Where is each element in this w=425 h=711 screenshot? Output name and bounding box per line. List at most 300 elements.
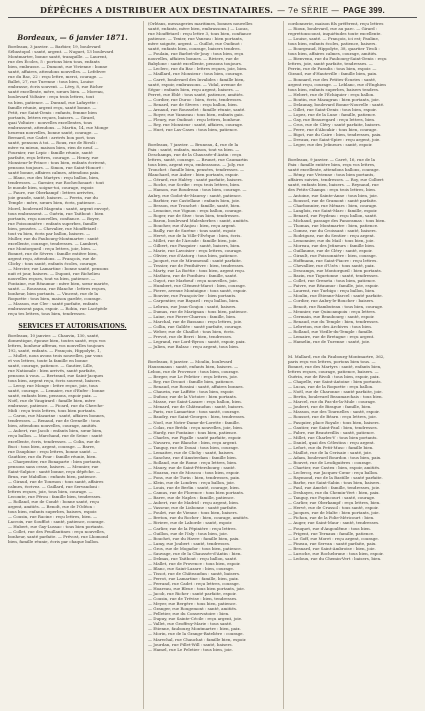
text-line: — Fabre, rue Beautreillis : santé, patience. — [288, 429, 376, 435]
text-line: bien, attendons nouvelles, courage, amitiés. — [8, 423, 98, 429]
page-header — [8, 4, 417, 16]
text-line — [148, 132, 277, 142]
text-line: — Marcel, rue du Pas-de-la-Mule : courage. — [288, 399, 377, 405]
text-line: tous bien, argent reçu, embrassons. — Joly, rue — [148, 162, 244, 168]
text-line: — Barre, rue de Naples : famille, patience. — [148, 495, 235, 501]
text-line: le monde bien, soigne-toi, courage, espoir. — [8, 185, 95, 191]
text-line: — Lemaitre, rue de Clichy : santé, baisers. — [148, 449, 235, 455]
text-line: — Hamon, rue Boudreau : tous bien, courage. — — [148, 187, 247, 193]
text-line: — Leger, rue des Jeûneurs : santé, espoir. — [288, 142, 373, 148]
text-line: rue des Écoles, 5 : portons bien tous, enfants — [8, 59, 100, 65]
text-line: — Hardy, rue Fontaine : tous bien, patience. — [148, 429, 238, 435]
text-line: — Dumas, rue de Marignan : tous bien, patience. — [148, 308, 248, 314]
text-line: — Langlois, rue Saint-Marc : famille, espoir. — [288, 207, 378, 213]
text-line: tout va bien, écris par ballon, baisers. — — [8, 230, 91, 236]
text-line: paris reçu vos lettres, portons bien tous. — — [288, 358, 376, 364]
text-line: et vos lettres, toute la famille en bonne — [8, 357, 88, 363]
text-line: tendresses. — Garnier, rue Rochechouart : tout — [8, 180, 104, 186]
text-line: — Colas, rue Bréda : reçu nouvelles, joie, bien. — [148, 424, 244, 430]
text-line: — Masse, rue Saint-Lazare : reçu ballon, bien. — [148, 399, 242, 405]
text-line: Montmartre, bonne santé, tranquille. — Laurent, — [8, 54, 108, 60]
text-line: — Mathieu, rue de Ponthieu : famille, santé. — [148, 273, 238, 279]
text-line: — Poulain, rue Barbet-de-Jouy : tous bien, reçu — [148, 51, 244, 57]
text-line: — Daniel, quai des Célestins : reçu argent. — [288, 439, 375, 445]
text-line: — Faure, rue Oberkampf : lettres arrivées, — [8, 190, 95, 196]
text-line: — Maury, rue de Saint-Pétersbourg : santé. — [148, 464, 236, 470]
text-line: — Barbier, rue Castellane : enfants bien, joie. — [148, 197, 241, 203]
text-line: — Laurent, rue Turbigo : reçu ballon, bien. — [288, 288, 376, 294]
text-line: — Bonnard, rue des Petites-Écuries : santé, — [288, 76, 377, 82]
text-line: — Marie, rue Lavoisier : reçu lettres, courage. — [148, 248, 243, 254]
text-line: reçu ballon. — Marchand, rue de Seine : santé — [8, 433, 103, 439]
text-line: — Menard, rue de Châteaudun : santé, baisers. — [148, 404, 245, 410]
text-line: — Carlier, rue de la Pépinière : reçu lettres. — [148, 525, 237, 531]
text-line: — Fouquet, rue d'Angoulême : tous bien. — [288, 525, 371, 531]
text-line: — Maillard, rue Monsieur : tous bien, courage. — [148, 71, 244, 77]
text-line — [288, 344, 417, 354]
text-line: — Klein, rue de Londres : reçu ballon, joie. — [148, 480, 236, 486]
text-line: — Thomas, rue Montmartre : bien, patience. — [288, 222, 379, 228]
text-line: Paix : santé, enfants, maison, tout va bien. — — [148, 147, 240, 153]
text-line: — Etienne, faubourg Montmartre : bien, paix. — [148, 626, 241, 632]
text-line: — Gay, rue Beauregard : reçu lettres, bien. — [288, 116, 376, 122]
text-line: — Carré, boulevard des Invalides : famille bien, — [148, 76, 245, 82]
text-line: reçu tes lettres, tous bien, tendresses. — [8, 311, 86, 317]
text-line: argent, amitiés. — Benoît, rue de l'Odéon : — [8, 504, 95, 510]
text-line: — Charbonnier, rue Ménars : bien, courage. — [288, 202, 378, 208]
text-line: — Chevallier, rue d'Uzès : tous santé, paix. — [288, 263, 375, 269]
text-line: tous bien, affaires calmes, courage, amitiés. — [288, 51, 378, 57]
text-line: — Carpentier, rue Bayard : reçu ballon, bien. — [148, 298, 240, 304]
text-line: — Rolland, rue Vieille-du-Temple : famille. — [288, 328, 374, 334]
text-line: — Pons, rue de Turin : bien, tendresses, paix. — [148, 475, 241, 481]
text-line: — Collet, rue des Feuillantines : reçu nouvelles, — [8, 529, 106, 535]
text-line: — Legrand, rue Lord-Byron : santé, espoir, paix. — [148, 338, 246, 344]
text-line: — Guyot, rue Marbeuf : reçu nouvelles, joie. — [148, 278, 238, 284]
text-line: — Caron, rue Mazarine : santé, affaires bonnes, — [8, 413, 106, 419]
text-line: — Faivre, rue Réaumur : famille, joie, espoir. — [288, 283, 379, 289]
text-line: portants, reçu nouvelles, confiance. — Boyer, — [8, 215, 100, 221]
text-line: Roquette : tous bien, maison gardée, courage. — [8, 296, 102, 302]
text-line: — Vasseur, rue de Lisbonne : santé parfaite. — [148, 505, 238, 511]
text-line: embrassent, attendons. — Martin, 14, rue Monge — [8, 124, 109, 130]
text-line: santé, enfants bien, baisers. — Reynaud, rue — [288, 182, 379, 188]
text-line: Bordeaux, 9 janvier. — Carré, 16, rue de la — [288, 157, 375, 163]
text-line: — Paul, rue Amelot : famille, tendresses, joie. — [288, 485, 381, 491]
text-line: nouvelles, affaires bonnes. — Riviere, rue de — [148, 56, 239, 62]
text-line: — Louise, santé. — François, ici est; Pauline, — [288, 36, 380, 42]
text-line: mère va mieux, maison bien, rien de neuf. — — [8, 144, 99, 150]
text-line: — Renaud, rue du Temple : bien, tendresses. — [288, 318, 379, 324]
text-line: Bordeaux, 7 janvier. — Bruneau, 4, rue de la — [148, 142, 239, 148]
text-line: — Collet, rue Greneta : tous bien, patience. — [288, 278, 377, 284]
text-line: Temple : mère, sœurs bien, écris, patience. — — [8, 200, 102, 206]
text-line: Guérin, rue de Rivoli : tous bien, espoir, paix. — [288, 374, 380, 380]
text-line: — Aubert, rue de Madrid : reçu argent, bien. — [148, 500, 240, 506]
text-line: M. Mallard, rue du Faubourg-Montmartre, 362, — [288, 353, 385, 359]
text-line: — Maillot, rue de la Cerisaie : santé, joie. — [288, 449, 373, 455]
text-line: santé, pensons à toi. — Roux, rue de Rivoli : — [8, 139, 98, 145]
text-line: excellente, écris, tendresses. — Colin, rue de — [8, 438, 100, 444]
text-line: — Bouvier, rue François-Ier : bien portants. — [148, 293, 237, 299]
text-line: — Paris, rue Lamartine : tous santé, courage. — [148, 409, 241, 415]
text-line: — Lopez, rue de la Lune : famille, patience. — [288, 111, 377, 117]
text-line: bonheur, santé parfaite. — Prévost, rue Lhomond — [8, 534, 109, 540]
text-line: — Aubert, rue Jacob : enfants bien, sœur bien, — [8, 428, 103, 434]
text-line: — Besson, rue Tronchet : famille, santé, bien. — [148, 202, 241, 208]
text-line: — Baudry, rue Saint-Georges : bien, tendresses. — [148, 414, 246, 420]
text-line: — Laroche, rue Rochebrune : tous bien, espoir. — [288, 550, 384, 556]
text-line: — Sanchez, rue d'Amsterdam : famille bien. — [148, 454, 238, 460]
text-line: Bordeaux, 8 janvier. — Moulin, boulevard — [148, 358, 233, 364]
text-line: Bonnet, rue de Sèvres : famille entière bien, — [8, 250, 98, 256]
text-line: — Fleury, rue Oudinot : reçu lettres, bonheur. — [148, 116, 241, 122]
text-line: — Bouvet, rue de Lesdiguières : courage. — [288, 459, 372, 465]
text-line: nouvelles reçues, tout va bien, patience. — — [8, 276, 96, 282]
text-line: — Carlier, rue Oberkampf : reçu lettres, bien. — [288, 500, 381, 506]
text-line: — Boutin, rue Mazagran : bien portants, joie. — [288, 96, 380, 102]
column-1-text-b — [8, 333, 137, 545]
text-line: Babylone : santé excellente, pensons toujours. — [148, 61, 243, 67]
text-line: lettres, joie, santé parfaite, tendresses. — — [288, 61, 373, 67]
text-line: — Rousset, rue de Béarn : reçu lettres, joie. — [288, 414, 377, 420]
text-line: — Mallet, rue de Provence : tous bien, espoir. — [148, 560, 241, 566]
text-line: — Lucas, rue de la Roquette : reçu ballon. — [288, 384, 374, 390]
text-line: — Hebert, rue de l'Échiquier : reçu ballon. — [288, 91, 375, 97]
text-line: — Hoareau, rue Bleue : tous bien portants, joie. — [148, 586, 246, 592]
text-line: — Marchal, rue de Bassano : reçu lettres, joie. — [148, 318, 243, 324]
text-line: — Berger, rue Le Peletier : reçu lettres, joie. — [148, 374, 239, 380]
text-line: Giraud, rue d'Hauteville : famille bien, paix. — [288, 71, 378, 77]
text-line: famille réunie, argent reçu, santé bonne. — — [8, 104, 97, 110]
text-line: — Humbert, rue Clément-Marot : bien, courage. — [148, 283, 246, 289]
text-line: Gauthier, rue du Four : famille réunie, bien. — [8, 453, 97, 459]
text-line: bien, pensées. — Chevalier, rue Mouffetard : — [8, 225, 99, 231]
text-line: — Gilbert, rue Pasquier : santé, baisers, bien. — [148, 242, 241, 248]
text-line: — Jourdan, rue Pillet-Will : santé, baisers. — [148, 641, 233, 647]
text-line: — Renaud, rue Rossini : santé, affaires bonnes. — [148, 384, 244, 390]
text-line: lettres reçues, courage, patience, baisers. — — [288, 369, 379, 375]
section-title: SERVICES ET AUTORISATIONS. — [18, 322, 127, 330]
text-line: Buci : tous bien, argent, courage. — Barre, — [8, 443, 96, 449]
text-line: rue Nationale : bien arrivés, santé parfaite, — [8, 367, 97, 373]
text-line: — Chapelle, rue Saint-Antoine : bien portants. — [288, 379, 382, 385]
text-line: — Poulet, rue de Vienne : tous bien, baisers. — [148, 510, 238, 516]
text-line: — Tissot, rue de Châteaudun : santé, baisers. — [148, 570, 241, 576]
text-line: santé. — Rousseau, rue Blanche : lettres reçues, — [8, 286, 107, 292]
text-line: — Barbe, rue Saint-Sabin : tous bien, baisers. — [288, 480, 381, 486]
text-line: — Meyer, rue Bergère : tous bien, patience. — [148, 601, 237, 607]
text-line: mère soignée, argent. — Guillot, rue Oudinot : — [148, 41, 243, 47]
text-line: — Raymond, rue de la Bastille : santé parfaite. — [288, 475, 383, 481]
text-line: Bonnet, rue des Martyrs : santé, enfants bien, — [288, 364, 382, 369]
text-line: — Lebreton, rue des Archives : tous bien. — [288, 323, 373, 329]
text-line: patience. — Texier, rue Vaneau : bien portants, — [148, 36, 244, 42]
text-line: argent reçu, courage. — Leblanc, rue d'Enghien — [288, 81, 386, 87]
text-line: — Lemoine, rue Vignon : reçu ballon, courage. — [148, 207, 243, 213]
text-line: des Petits-Champs : reçu trois lettres, bien. — [288, 187, 377, 193]
text-line: argent reçu, attendons. — François, rue de — [8, 255, 96, 261]
text-line: domestique, épouse bien, toutes santé, reçu vos — [8, 337, 106, 343]
text-line: — Mullet, nous avons trois nouvelles, par vous — [8, 352, 103, 358]
text-line: Ségur : enfants bien, reçu argent, baisers. — — [148, 86, 240, 92]
text-line: Midi : reçu trois lettres, tous bien portants. — [8, 408, 97, 414]
text-line: — Navarro, rue Blanche : bien, reçu argent. — [148, 439, 238, 445]
text-line: — Hoarau, rue de Moscou : tous bien, espoir. — [148, 469, 240, 475]
text-line: santé bonne, affaires calmes, attendons paix. — [8, 170, 100, 176]
text-line: tous bien, enfants superbes, baisers, espoir. — [8, 509, 98, 515]
text-line: — Guillaume, rue de Cléry : santé, espoir. — [288, 248, 373, 254]
text-line: — Vallet, rue Geoffroy-Marie : tous santé. — [148, 621, 233, 627]
text-line: pensons à vous. — Bertrand, rue Saint-Jacques — [8, 372, 104, 378]
text-line: — Bigot, rue du Caire : bien, tendresses, paix. — [288, 132, 382, 138]
text-line: — Cordier, rue Aubry-le-Boucher : baisers. — [288, 298, 375, 304]
text-line: santé, enfants bien, pensons, espoir paix. — — [8, 393, 98, 399]
text-line: Bordeaux, 10 janvier. — Chauvin, 130, santé, — [8, 332, 100, 338]
text-line: — Lebrun, rue Jean-Goujon : santé, baisers. — [148, 303, 237, 309]
text-line: embrasse, patience. — Picard, rue du Cherche- — [8, 403, 104, 409]
header-series: — 7e SÉRIE — — [277, 5, 340, 15]
text-line: — Charles, rue Pigalle : santé parfaite, espoir. — [148, 434, 242, 440]
text-line: — Adam, boulevard Bourdon : tous bien, paix. — [288, 454, 382, 460]
text-line: — Rolland, rue de Condé : bonne santé, reçu — [8, 499, 99, 505]
text-line: — Jacquet, rue de Miromesnil : santé parfaite. — [148, 258, 242, 264]
text-line: — Bailly, rue de Surène : tous santé, espoir. — [148, 227, 237, 233]
text-line: — Roger, rue de Sèze : tous bien, tendresses. — [148, 212, 240, 218]
text-line: — Rolland, rue de Rome : reçu lettres, bien. — [148, 459, 238, 465]
text-line: — Bouchet, rue du Havre : famille bien, paix. — [148, 535, 240, 541]
text-line: tendresses. — Renaud, rue de Grenelle : tous — [8, 418, 100, 424]
text-line: — Giraud, rue de Tournon : tous santé, affaires — [8, 478, 104, 484]
text-line: Brun, rue Mabillon : enfants bien, patience. — [8, 473, 97, 479]
columns — [8, 21, 417, 709]
text-line: — Delaunay, boulevard Bonne-Nouvelle : santé. — [288, 101, 385, 107]
text-line: Aubry, rue Godot-de-Mauroy : santé, patience. — [148, 192, 242, 198]
column-1 — [8, 21, 137, 709]
text-line: — Rey, rue Drouot : famille bien, patience. — [148, 379, 235, 385]
text-line: — Charpentier, rue Bonaparte : bien portants, — [8, 458, 102, 464]
text-line: — Louis, rue de Berlin : santé, courage, bien. — [148, 485, 240, 491]
text-line: — Lemaire, rue de Bretagne : reçu argent. — [288, 333, 375, 339]
text-line: rue Montorgueil : reçu lettres, joie, bien. — — [8, 245, 97, 251]
text-line: rue Poissonnière : enfants superbes, famille — [8, 220, 97, 226]
text-line — [148, 349, 277, 359]
text-line: Clichy : tous santé, enfants écoles, courage. — [8, 261, 98, 267]
column-3 — [283, 21, 417, 709]
text-line: — Camus, rue de Florence : tous bien portants. — [148, 490, 245, 496]
text-line: parfaite, reçu lettres, courage. — Henry, rue — [8, 155, 99, 161]
text-line: — Michaud, passage des Panoramas : tous bien. — [288, 217, 386, 223]
text-line: — Blanc, rue Saint-Lazare : bien, courage. — [148, 565, 235, 571]
text-line: — Masson, rue Cler : santé parfaite, enfants — [8, 301, 98, 307]
text-line: — Rémy, rue Vivienne : tous bien portants, — [288, 172, 375, 178]
text-line: embrasse, écris souvent. — Lévy, 8, rue Richer — [8, 84, 103, 90]
text-line: — Gillet, rue Saint-Denis : tous bien, espoir. — [288, 106, 377, 112]
text-line: Saint-Sulpice : santé bonne, reçu dépêche. — — [8, 468, 101, 474]
text-line: — Marechal, rue Chauchat : famille bien, espoir. — [148, 636, 247, 642]
text-line: — Millet, rue Charles-V : tous bien portants. — [288, 434, 378, 440]
text-line: 192, santé, enfants. — François, Hippolyte, 1, — [8, 347, 101, 353]
text-line: — Tessier, rue de Penthièvre : bien, tendresses. — [148, 263, 245, 269]
text-line: quai Voltaire : nouvelles excellentes, tous — [8, 119, 93, 125]
text-line: — Cordier, rue Duroc : bien, écris, tendresses. — [148, 96, 243, 102]
text-line: — Breton, rue du Rocher : bien, courage, amitiés. — [148, 515, 249, 521]
text-line: Paix : famille entière bien, reçu vos lettres, — [288, 162, 376, 168]
text-line: santé, courage. — Lemaire, rue d'Enfer : bonne — [8, 388, 105, 394]
text-line: Bordeaux, 3 janvier. — Barbier, 19, boulevard — [8, 44, 101, 49]
text-line: bien, embrasse. — Dumont, rue Vivienne : bonne — [8, 64, 108, 70]
text-line: — Royer, rue Vanneau : tous bien, enfants gais. — [148, 111, 244, 117]
text-line: — Granger, rue Rougemont : santé, amitiés. — [148, 606, 238, 612]
text-line: pensons sans cesse, baisers. — Meunier, rue — [8, 463, 99, 469]
text-line: bonheur, bien portants. — Vincent, rue de la — [8, 291, 99, 297]
text-line: — Huet, rue Las-Cases : tous bien, patience. — [148, 126, 239, 132]
text-line: — Chauvin, rue Laffitte : tous bien, espoir. — [148, 389, 234, 395]
text-line: — Pineau, rue Servan : santé parfaite, paix. — [288, 540, 377, 546]
text-line: regrettonsconst, inquiétudes toute excellente. — [288, 31, 382, 37]
text-line: tous bien, enfants écoles, patience, baisers. — [288, 41, 377, 47]
text-line: — Meunier, rue Quincampoix : reçu lettres. — [288, 308, 377, 314]
text-line: — Pierre, avenue Montaigne : tous santé, espoir. — [148, 288, 247, 294]
text-line: Perret, rue Éblé : tous santé, patience, amitiés. — [148, 91, 244, 97]
header-title: DÉPÊCHES A DISTRIBUER AUX DESTINATAIRES. — [40, 5, 274, 15]
text-line: — Tanguy, rue de Douai : tous bien, courage. — [148, 444, 240, 450]
text-line: lettres, bonheur affreux, vos nouvelles toujours — [8, 342, 105, 348]
text-line: — Millet, rue de l'Arcade : famille bien, joie. — [148, 237, 238, 243]
text-line: Tronchet : famille bien, pensées, tendresses. — — [148, 167, 245, 173]
text-line: — Lemonnier, rue du Mail : tous bien, joie. — [288, 237, 375, 243]
text-line: rue Dauphine : reçu lettres, bonne santé. — — [8, 448, 97, 454]
text-line: — Hamelin, rue de Turenne : santé, joie. — [288, 338, 371, 344]
text-line: santé, courage, patience. — Gautier, Lille, — [8, 362, 94, 368]
text-line: lettres reçues, joie, tous bien, courage. — — [8, 488, 93, 494]
text-line: — Noël, rue de Charonne : santé parfaite, joie. — [288, 389, 383, 395]
text-line: — Jacques, rue de Malte : bien portants, joie. — [288, 510, 380, 516]
text-line: — Noel, rue Notre-Dame-de-Lorette : famille. — [148, 419, 240, 425]
text-line: — Dufour, rue de la Victoire : bien portants. — [148, 394, 238, 400]
text-line: — Leclerc, rue du Bac : lettres reçues, joie, bien. — [148, 66, 248, 72]
text-line: — Pasquier, place Royale : tous bien, baisers. — [288, 419, 380, 425]
text-line: — Renard, rue de Sèvres : reçu ballon, bien. — [148, 101, 238, 107]
text-line: — Ledoux, rue du Chemin-Vert : baisers, bien. — [288, 555, 382, 561]
text-line: — Prevot, rue de Berri : bien, tendresses. — [148, 333, 233, 339]
text-line: excellente, courage, tendresses. — Lambert, — [8, 240, 99, 246]
text-line: tous bien, argent reçu, écris souvent, baisers. — [8, 377, 101, 383]
text-line: pensons toujours. — Simon, rue Saint-Honoré : — [8, 165, 104, 171]
text-line: Lacroix, rue Soufflot : santé, patience, courage. — [8, 519, 105, 525]
text-line: portants, lettres reçues, baisers. — Girard, — [8, 114, 96, 120]
text-line: — Cros, rue de Cléry : santé parfaite, baisers. — [288, 121, 382, 127]
text-line: va bien, patience. — Durand, rue Lafayette : — [8, 99, 99, 105]
text-line: — Dupuy, rue Sainte-Cécile : reçu argent, joie. — [148, 616, 243, 622]
header-rule — [8, 17, 417, 18]
text-line: — Laine, rue Pierre-Charron : famille, bien. — [148, 313, 237, 319]
text-line: — Ferre, rue d'Aboukir : tous bien, courage. — [288, 126, 378, 132]
text-line: — Moulin, rue Étienne-Marcel : santé parfaite. — [288, 293, 383, 299]
text-line: — Lamy, rue Joubert : santé, tendresses. — [148, 540, 231, 546]
text-line: — Hoffmann, rue Saint-Fiacre : reçu lettres. — [288, 258, 378, 264]
text-line: Fournier, rue Lepic : famille réunie, santé — [8, 149, 93, 155]
text-line: — Hervé, rue de la Ville-l'Évêque : bien, écris. — [148, 232, 242, 238]
text-line: affaires suivies, tendresses. — Roy, rue Colbert — [288, 177, 384, 183]
text-line: lettres, santé, courage. — Brunet, rue Caumartin — [148, 157, 248, 163]
column-2 — [143, 21, 277, 709]
text-line: embrassent papa, espoir. — Robin, rue Lacépède — [8, 306, 108, 312]
text-line: rue Mouffetard : reçu lettre 3, tous bien, confiance — [148, 31, 252, 37]
text-line: — Gomez, rue du Croissant : santé, baisers. — [288, 227, 377, 233]
text-line: bien, famille réunie, écris par chaque ballon. — [8, 539, 100, 545]
text-line: — Besnard, rue Saint-Ambroise : bien, joie. — [288, 545, 376, 551]
text-line: Fontaine, rue Réaumur : mère bien, sœur mariée, — [8, 281, 110, 287]
text-line: Deschamps, rue de la Chaussée-d'Antin : reçu — [148, 152, 242, 158]
text-line: — Roche, rue Scribe : reçu trois lettres, bien. — [148, 182, 241, 188]
text-line: — Sauvage, rue de la Chaussée-d'Antin : bien. — [148, 550, 242, 556]
text-line: Blanchard, rue Auber : bien portants, espoir. — [148, 172, 239, 178]
text-line: Lecomte, rue Férou : famille bien, tendresses. — [8, 494, 102, 500]
text-line: tous embrassent. — Guérin, rue Taitbout : bien — [8, 210, 104, 216]
text-line: Sébastopol : santé, argent. — Nuguet, 13 boulevard — [8, 49, 114, 55]
text-line: — Morin, rue de la Grange-Batelière : courage. — [148, 631, 244, 637]
text-line: — Girault, rue Poissonnière : bien, courage. — [288, 253, 377, 259]
text-line: — Blanc, rue des Martyrs : reçu ballon, bien, — [8, 175, 100, 181]
text-line: — Roussel, rue de Gramont : santé parfaite. — [288, 197, 378, 203]
text-line: — Tanguy, rue Popincourt : santé, courage. — [288, 495, 376, 501]
text-line: (Orléans, messageries maritimes, bonnes nouvelles — [148, 21, 253, 26]
text-line: Noël, rue de Vaugirard : famille bien, mère — [8, 398, 96, 404]
text-line: — Bertin, boulevard Beaumarchais : tous bien. — [288, 394, 383, 400]
text-line: heureux nouvelles, bonne santé, courage. — — [8, 129, 98, 135]
text-line: nuit et jour, baisers. — Dupont, rue Richelieu — [8, 271, 100, 277]
dateline: Bordeaux, — 6 janvier 1871. — [17, 33, 128, 42]
text-line: — Mercier, rue Lamartine : bonne santé, pensons — [8, 266, 109, 272]
text-line: — Hubert, rue Gay-Lussac : tous bien portants. — [8, 524, 104, 530]
text-line: — Julien, rue Balzac : reçu argent, tous bien. — [148, 343, 240, 349]
text-line: Bernard, rue Cadet : arrivés bon port, tous — [8, 134, 96, 140]
text-line: — Collin, rue Galilée : santé parfaite, courage. — [148, 323, 243, 329]
text-line: santé, enfants, mère bien, embrassons.) — Lucas, — [148, 26, 249, 32]
text-line: — Benoit, rue Rambuteau : tous bien, courage. — [288, 303, 384, 309]
text-line: Monsieur-le-Prince : tous bien, enfants écrivent, — [8, 160, 107, 166]
text-line: — Lefort, rue du Petit-Musc : famille bien. — [288, 444, 374, 450]
text-line: Muller, rue du Faubourg-Montmartre : santé — [8, 235, 99, 241]
text-line: — Deshayes, rue du Chemin-Vert : bien, paix. — [288, 490, 380, 496]
text-line: — Pichon, rue de la Folie-Méricourt : bien. — [288, 515, 375, 521]
text-line: Perrin, rue de Paradis : tous bien, espoir. — — [288, 66, 377, 72]
text-line: — Gautier, rue Saint-Paul : bien, tendresses. — [288, 424, 378, 430]
text-line — [288, 147, 417, 157]
text-line: — Guillon, rue de l'Isly : tous bien, joie. — [148, 530, 228, 536]
text-line: — Cousin, rue de Trévise : bien, tendresses. — [148, 596, 238, 602]
text-line: — Chartier, rue Castex : bien, espoir, amitiés. — [288, 464, 381, 470]
text-line: calmes, écrivez. — Gaillard, rue Servandoni : — [8, 483, 100, 489]
text-line: Haussmann : santé, enfants bien, baisers. — — [148, 364, 239, 369]
text-line: — Leclercq, rue Jacques-Cœur : reçu ballon. — [288, 469, 379, 475]
text-line: rue du Bac, 22 : reçu lettre, merci, courage. — — [8, 74, 103, 80]
column-1-text-a — [8, 44, 137, 317]
text-line: — Olivier, rue d'Astorg : tous bien, patience. — [148, 253, 239, 259]
text-line: — Le Goff, rue Moret : reçu argent, courage. — [288, 535, 379, 541]
text-line: — Antoine, rue Sainte-Anne : tous bien, joie. — [288, 192, 379, 198]
text-line: — Masson, rue des Tournelles : santé, espoir. — [288, 409, 380, 415]
text-line: santé excellente, mère, sœurs bien. — Moreau, — [8, 89, 104, 95]
text-line: — Gérard, rue Halévy : santé parfaite, baisers. — [148, 177, 243, 183]
text-line: — Weber, rue de Chaillot : tous bien, écris. — [148, 328, 235, 334]
text-line: — Joubert, rue de Birague : famille, bien. — [288, 404, 372, 410]
text-line: — Bienvenu, rue du Faubourg-Saint-Denis : reçu — [288, 56, 387, 62]
text-line: — Leroy, rue Monge : lettre reçue, joie, tous — [8, 383, 98, 388]
text-line: boulevard Voltaire : reçu trois lettres, tout — [8, 94, 95, 100]
text-line: santé, enfants bien, courage, baisers tendres. — [148, 46, 241, 52]
